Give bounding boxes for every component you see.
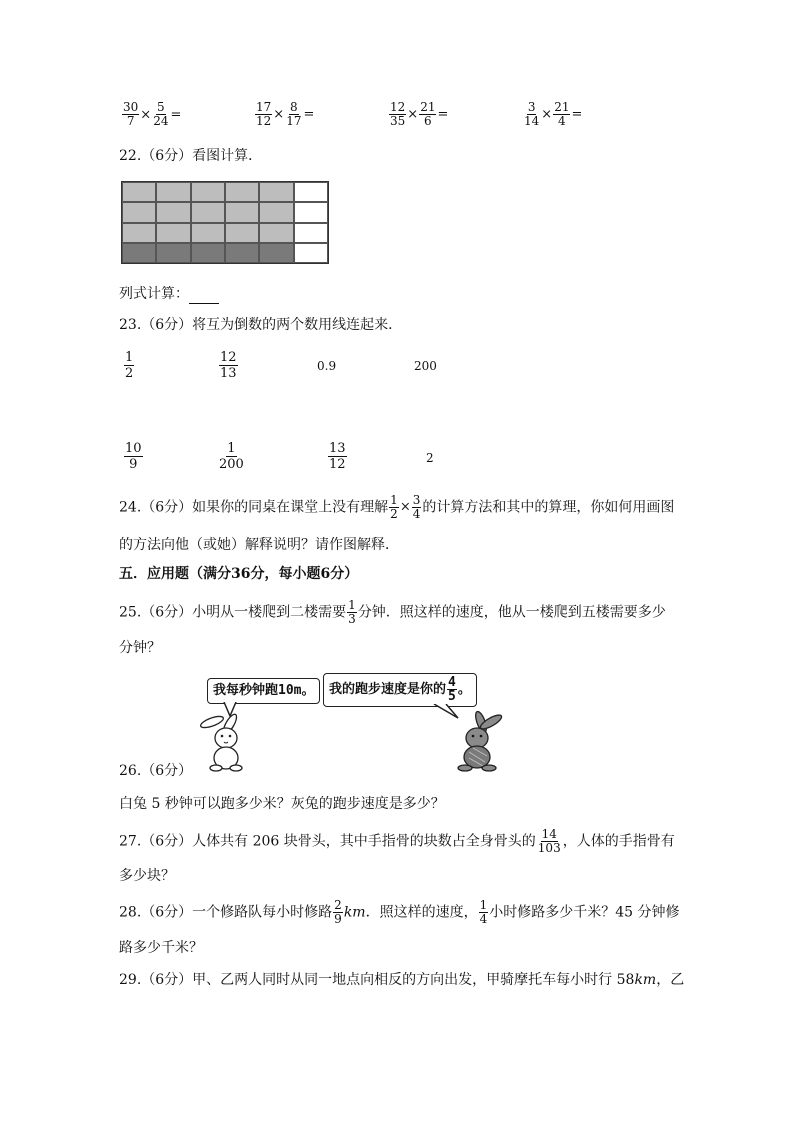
grid-cell-light [191,223,225,243]
grid-cell-dark [156,243,190,263]
q25-line2: 分钟？ [119,640,161,656]
q29-line1: 29.（6分）甲、乙两人同时从同一地点向相反的方向出发，甲骑摩托车每小时行 58km，乙 [119,972,685,988]
grid-cell-light [156,182,190,202]
speech-bubble-left: 我每秒钟跑10m。 [207,678,320,704]
white-rabbit-icon [198,708,254,772]
gray-rabbit-icon [447,708,507,772]
shaded-grid-figure [121,181,329,264]
grid-cell-white [294,202,328,222]
q22-answer-line [119,284,219,304]
grid-cell-light [259,182,293,202]
exercise-4: $\frac{3}{14}$ × $\frac{21}{4}$ = [524,100,583,128]
q23-title: 23.（6分）将互为倒数的两个数用线连起来． [119,317,403,333]
grid-cell-light [191,182,225,202]
q26-label: 26.（6分） [119,763,193,779]
exercise-1: $\frac{30}{7}$ × $\frac{5}{24}$ = [123,100,182,128]
grid-cell-light [122,182,156,202]
q23-top-4[interactable]: 200 [414,359,437,373]
grid-cell-dark [191,243,225,263]
q23-bottom-3[interactable]: $\frac{13}{12}$ [329,441,346,472]
grid-cell-white [294,182,328,202]
grid-cell-light [225,223,259,243]
q23-top-2[interactable]: $\frac{12}{13}$ [220,350,237,381]
q23-bottom-4[interactable]: 2 [426,451,434,465]
grid-cell-white [294,223,328,243]
q26-question: 白兔 5 秒钟可以跑多少米？灰兔的跑步速度是多少？ [119,796,445,812]
q22-title: 22.（6分）看图计算． [119,148,263,164]
q27-line1: 27.（6分）人体共有 206 块骨头，其中手指骨的块数占全身骨头的 $\frac{14}{103}$ ，人体的手指骨有 [119,827,675,855]
speech-bubble-right: 我的跑步速度是你的 $\frac{4}{5}$ 。 [323,673,477,707]
q25-line1: 25.（6分）小明从一楼爬到二楼需要 $\frac{1}{3}$ 分钟．照这样的速度，他从一楼爬到五楼需要多少 [119,598,666,626]
exercise-row [121,101,181,128]
q23-bottom-1[interactable]: $\frac{10}{9}$ [125,441,142,472]
exercise-2: $\frac{17}{12}$ × $\frac{8}{17}$ = [256,100,315,128]
answer-blank[interactable] [189,289,219,304]
grid-cell-light [122,202,156,222]
exercise-3: $\frac{12}{35}$ × $\frac{21}{6}$ = [390,100,449,128]
q22-answer-label: 列式计算： [119,286,189,302]
q24-line2: 的方法向他（或她）解释说明？请作图解释． [119,537,399,553]
q24-line1: 24.（6分）如果你的同桌在课堂上没有理解 $\frac{1}{2}$ × $\frac{3}{4}$ 的计算方法和其中的算理，你如何用画图 [119,493,675,521]
q27-line2: 多少块？ [119,868,175,884]
grid-cell-light [225,202,259,222]
grid-cell-light [122,223,156,243]
q23-top-3[interactable]: 0.9 [317,359,337,373]
section-heading: 五．应用题（满分36分，每小题6分） [119,566,359,582]
grid-cell-dark [259,243,293,263]
grid-cell-dark [225,243,259,263]
grid-cell-light [156,223,190,243]
q28-line1: 28.（6分）一个修路队每小时修路 $\frac{2}{9}$ km．照这样的速度， $\frac{1}{4}$ 小时修路多少千米？45 分钟修 [119,898,680,926]
q23-top-1[interactable]: $\frac{1}{2}$ [125,350,134,381]
q28-line2: 路多少千米？ [119,940,203,956]
grid-cell-light [259,223,293,243]
grid-cell-white [294,243,328,263]
grid-cell-dark [122,243,156,263]
grid-cell-light [191,202,225,222]
grid-cell-light [225,182,259,202]
grid-cell-light [259,202,293,222]
grid-cell-light [156,202,190,222]
q23-bottom-2[interactable]: $\frac{1}{200}$ [219,441,244,472]
